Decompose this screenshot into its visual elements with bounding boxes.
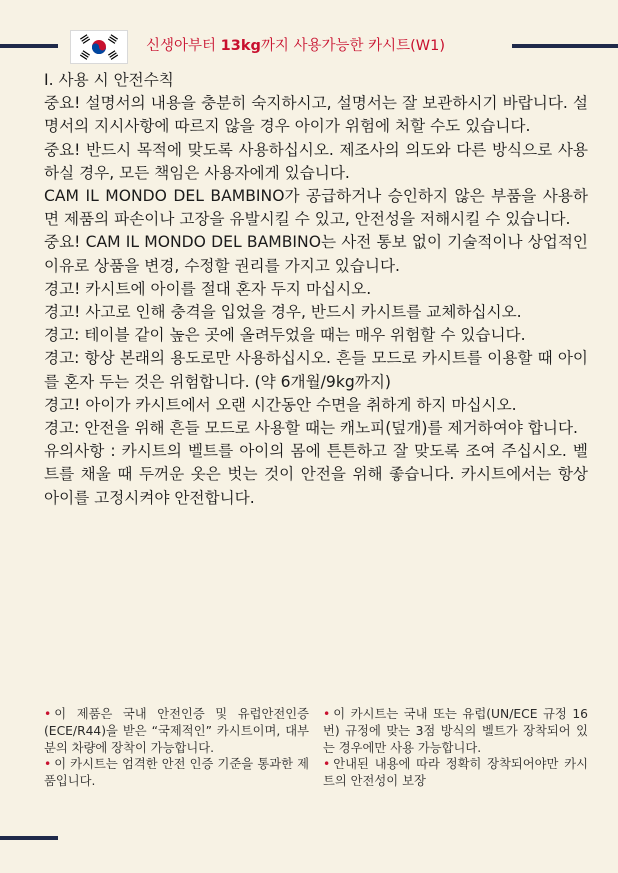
paragraph-modification-rights: 중요! CAM IL MONDO DEL BAMBINO는 사전 통보 없이 기술적이나 상업적인 이유로 상품을 변경, 수정할 권리를 가지고 있습니다. bbox=[44, 233, 588, 275]
bullet-icon: • bbox=[323, 707, 331, 721]
paragraph-important-purpose: 중요! 반드시 목적에 맞도록 사용하십시오. 제조사의 의도와 다른 방식으로 사용하실 경우, 모든 책임은 사용자에게 있습니다. bbox=[44, 140, 588, 182]
page-header-title: 신생아부터 13kg까지 사용가능한 카시트(W1) bbox=[146, 38, 446, 54]
footer-rule bbox=[0, 836, 58, 840]
list-item: • 안내된 내용에 따라 정확히 장착되어야만 카시트의 안전성이 보장 bbox=[323, 757, 588, 789]
bullet-icon: • bbox=[44, 757, 52, 772]
paragraph-note-belt: 유의사항 : 카시트의 벨트를 아이의 몸에 튼튼하고 잘 맞도록 조여 주십시오. 벨트를 채울 때 두꺼운 옷은 벗는 것이 안전을 위해 좋습니다. 카시트에서는 항상 아이를 고정시켜야 안전합니다. bbox=[44, 442, 588, 507]
notes-right bbox=[323, 706, 588, 790]
safety-instructions bbox=[44, 69, 588, 510]
list-item: • 이 카시트는 엄격한 안전 인증 기준을 통과한 제품입니다. bbox=[44, 757, 309, 789]
section-heading: Ⅰ. 사용 시 안전수칙 bbox=[44, 71, 174, 89]
korea-flag-icon bbox=[70, 30, 128, 64]
notes-left bbox=[44, 706, 309, 790]
paragraph-warning-elevated: 경고: 테이블 같이 높은 곳에 올려두었을 때는 매우 위험할 수 있습니다. bbox=[44, 326, 526, 345]
paragraph-important-manual: 중요! 설명서의 내용을 충분히 숙지하시고, 설명서는 잘 보관하시기 바랍니다. 설명서의 지시사항에 따르지 않을 경우 아이가 위험에 처할 수도 있습니다. bbox=[44, 94, 588, 136]
paragraph-warning-canopy: 경고: 안전을 위해 흔들 모드로 사용할 때는 캐노피(덮개)를 제거하여야 합니다. bbox=[44, 419, 578, 438]
paragraph-warning-rocking: 경고: 항상 본래의 용도로만 사용하십시오. 흔들 모드로 카시트를 이용할 때 아이를 혼자 두는 것은 위험합니다. (약 6개월/9kg까지) bbox=[44, 349, 588, 391]
header-rule-left bbox=[0, 44, 58, 48]
bullet-icon: • bbox=[323, 757, 331, 772]
bullet-icon: • bbox=[44, 707, 52, 721]
list-item: • 이 카시트는 국내 또는 유럽(UN/ECE 규정 16번) 규정에 맞는 3점 방식의 벨트가 장착되어 있는 경우에만 사용 가능합니다. bbox=[323, 707, 588, 755]
paragraph-warning-alone: 경고! 카시트에 아이를 절대 혼자 두지 마십시오. bbox=[44, 279, 372, 298]
paragraph-warning-sleep: 경고! 아이가 카시트에서 오랜 시간동안 수면을 취하게 하지 마십시오. bbox=[44, 395, 517, 414]
list-item: • 이 제품은 국내 안전인증 및 유럽안전인증(ECE/R44)을 받은 “국제적인” 카시트이며, 대부분의 차량에 장착이 가능합니다. bbox=[44, 707, 309, 755]
notes-columns bbox=[44, 706, 588, 790]
paragraph-parts-warning: CAM IL MONDO DEL BAMBINO가 공급하거나 승인하지 않은 부품을 사용하면 제품의 파손이나 고장을 유발시킬 수 있고, 안전성을 저해시킬 수 있습니다. bbox=[44, 187, 588, 229]
header-rule-right bbox=[512, 44, 618, 48]
paragraph-warning-accident: 경고! 사고로 인해 충격을 입었을 경우, 반드시 카시트를 교체하십시오. bbox=[44, 303, 522, 322]
